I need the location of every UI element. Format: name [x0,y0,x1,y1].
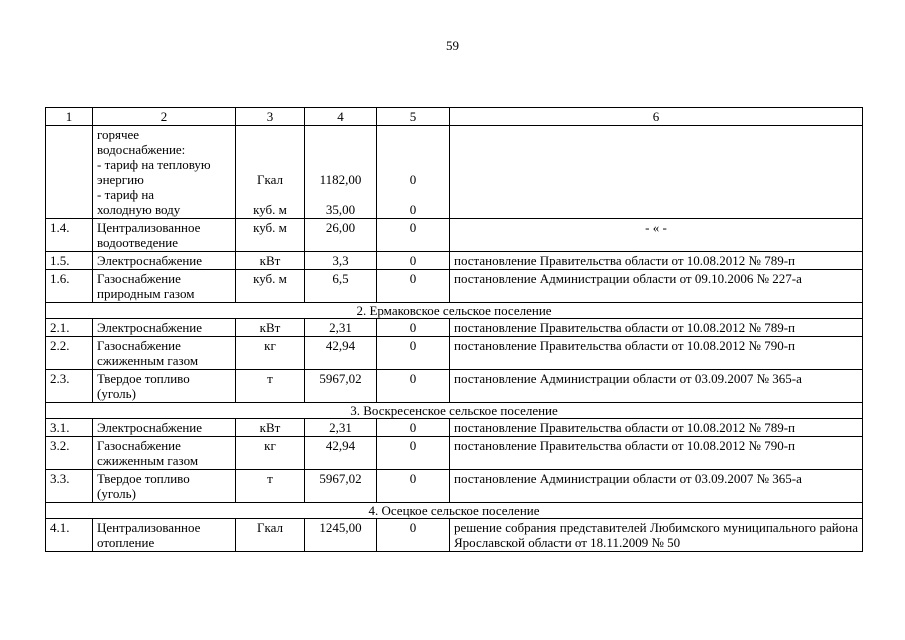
row-name: Твердое топливо (уголь) [93,370,236,403]
header-cell: 4 [305,108,377,126]
row-unit: куб. м [236,219,305,252]
table-row [46,337,863,370]
row-document: постановление Правительства области от 10.08.2012 № 789-п [450,419,863,437]
header-cell: 3 [236,108,305,126]
row-value: 6,5 [305,270,377,303]
row-name: Твердое топливо (уголь) [93,470,236,503]
col5-cold-water: 0 [409,202,417,217]
row-col5: 0 [377,219,450,252]
row-col5: 0 [377,252,450,270]
row-number: 1.5. [46,252,93,270]
row-unit: т [236,370,305,403]
row-unit: кВт [236,419,305,437]
row-col5: 0 [377,419,450,437]
row-number: 2.2. [46,337,93,370]
row-value: 5967,02 [305,370,377,403]
section-heading: 3. Воскресенское сельское поселение [46,403,863,419]
row-col5: 0 [377,437,450,470]
header-cell: 2 [93,108,236,126]
ditto-mark: - « - [645,220,667,235]
row-number: 2.3. [46,370,93,403]
row-unit: кВт [236,252,305,270]
row-name: Газоснабжение природным газом [93,270,236,303]
row-name: Газоснабжение сжиженным газом [93,337,236,370]
row-document: постановление Правительства области от 10.08.2012 № 789-п [450,319,863,337]
name-line: горячее [97,127,140,142]
row-value: 2,31 [305,419,377,437]
row-name: Газоснабжение сжиженным газом [93,437,236,470]
row-number: 4.1. [46,519,93,552]
header-cell: 6 [450,108,863,126]
row-document: постановление Правительства области от 10.08.2012 № 790-п [450,337,863,370]
row-name: Централизованное отопление [93,519,236,552]
name-line: - тариф на [97,187,155,202]
row-col5: 0 [377,319,450,337]
row-document: решение собрания представителей Любимского муниципального района Ярославской области от 18.11.2009 № 50 [450,519,863,552]
row-unit: куб. м [236,270,305,303]
row-col5: 0 [377,337,450,370]
name-line: водоснабжение: [97,142,186,157]
row-number: 1.6. [46,270,93,303]
section-heading-row [46,503,863,519]
row-value: 3,3 [305,252,377,270]
section-heading: 2. Ермаковское сельское поселение [46,303,863,319]
name-line: - тариф на тепловую [97,157,211,172]
row-number: 3.1. [46,419,93,437]
row-document: постановление Администрации области от 03.09.2007 № 365-а [450,470,863,503]
row-value: 5967,02 [305,470,377,503]
row-document: постановление Правительства области от 10.08.2012 № 789-п [450,252,863,270]
row-unit: кг [236,337,305,370]
row-number: 3.2. [46,437,93,470]
row-name: Электроснабжение [93,319,236,337]
row-number: 3.3. [46,470,93,503]
table-row [46,219,863,252]
row-name: Электроснабжение [93,419,236,437]
table-row [46,252,863,270]
header-cell: 1 [46,108,93,126]
page-number: 59 [446,38,459,53]
value-cold-water: 35,00 [325,202,356,217]
row-col5: 0 [377,519,450,552]
row-col5: 0 [377,270,450,303]
row-unit: Гкал [236,519,305,552]
value-heat: 1182,00 [319,172,362,187]
table-row [46,470,863,503]
table-row [46,519,863,552]
row-number: 1.4. [46,219,93,252]
row-unit [236,126,305,219]
row-col5 [377,126,450,219]
section-heading-row [46,403,863,419]
name-line: холодную воду [97,202,181,217]
row-document: постановление Администрации области от 09.10.2006 № 227-а [450,270,863,303]
row-value: 2,31 [305,319,377,337]
tariff-table [45,107,863,552]
row-name [93,126,236,219]
row-value: 42,94 [305,337,377,370]
table-header-row [46,108,863,126]
unit-cold-water: куб. м [253,202,287,217]
table-row [46,419,863,437]
table-row [46,319,863,337]
row-name: Электроснабжение [93,252,236,270]
row-col5: 0 [377,470,450,503]
row-document [450,126,863,219]
table-row [46,437,863,470]
table-row-hot-water [46,126,863,219]
row-value [305,126,377,219]
name-line: энергию [97,172,144,187]
row-unit: т [236,470,305,503]
row-value: 26,00 [305,219,377,252]
section-heading: 4. Осецкое сельское поселение [46,503,863,519]
row-document: постановление Правительства области от 10.08.2012 № 790-п [450,437,863,470]
col5-heat: 0 [409,172,417,187]
row-document [450,219,863,252]
row-unit: кВт [236,319,305,337]
row-number [46,126,93,219]
row-col5: 0 [377,370,450,403]
row-value: 1245,00 [305,519,377,552]
table-row [46,270,863,303]
row-value: 42,94 [305,437,377,470]
table-row [46,370,863,403]
unit-heat: Гкал [256,172,283,187]
row-document: постановление Администрации области от 03.09.2007 № 365-а [450,370,863,403]
row-name: Централизованное водоотведение [93,219,236,252]
row-number: 2.1. [46,319,93,337]
row-unit: кг [236,437,305,470]
header-cell: 5 [377,108,450,126]
section-heading-row [46,303,863,319]
